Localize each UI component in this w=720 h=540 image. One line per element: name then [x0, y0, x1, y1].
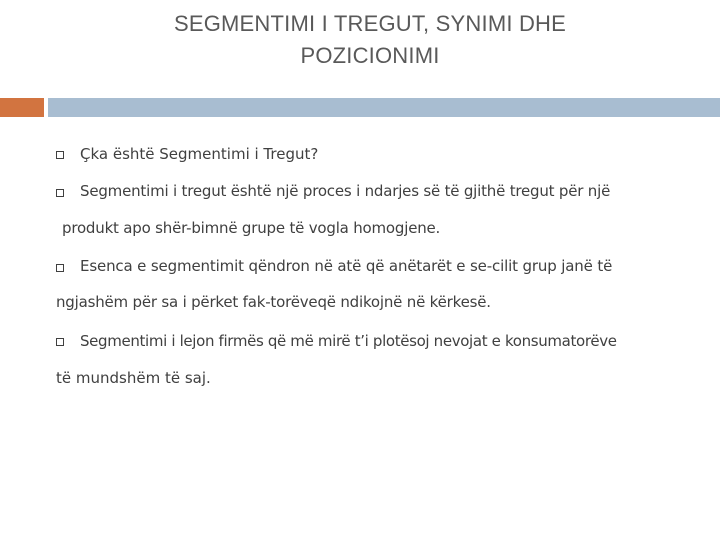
bullet-4-text-line-1: Segmentimi i lejon firmës që më mirë t’i plotësoj nevojat e konsumatorëve: [80, 332, 617, 350]
bullet-1-text: Çka është Segmentimi i Tregut?: [80, 145, 319, 163]
slide-title-line-2: POZICIONIMI: [300, 43, 440, 68]
bullet-3-text-line-2: ngjashëm për sa i përket fak-torëveqë ndikojnë në kërkesë.: [56, 293, 491, 311]
hollow-square-bullet-icon: [56, 264, 64, 272]
bullet-2-text-line-2: produkt apo shër-bimnë grupe të vogla homogjene.: [62, 219, 441, 237]
slide-title-line-1: SEGMENTIMI I TREGUT, SYNIMI DHE: [173, 11, 567, 36]
bullet-3-text-line-1: Esenca e segmentimit qëndron në atë që anëtarët e se-cilit grup janë të: [80, 257, 613, 275]
hollow-square-bullet-icon: [56, 338, 64, 346]
hollow-square-bullet-icon: [56, 151, 64, 159]
bullet-4-text-line-2: të mundshëm të saj.: [56, 369, 211, 387]
hollow-square-bullet-icon: [56, 189, 64, 197]
bullet-2-text-line-1: Segmentimi i tregut është një proces i ndarjes së të gjithë tregut për një: [80, 182, 611, 200]
